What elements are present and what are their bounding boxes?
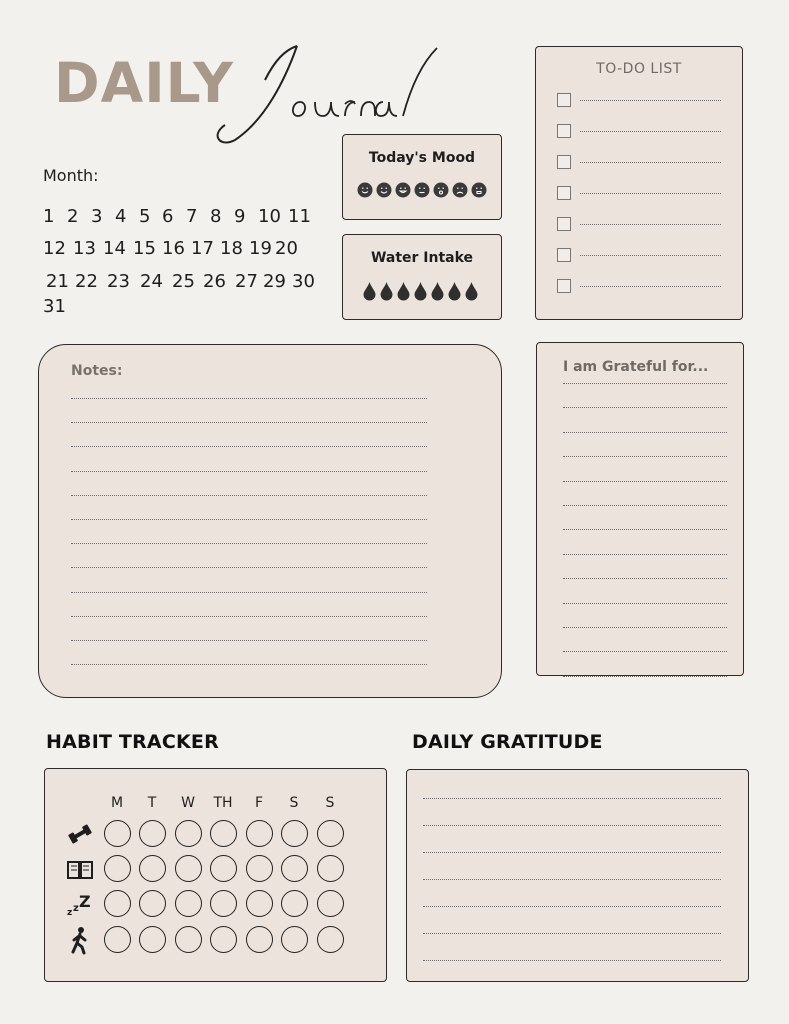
weekday-label: F (254, 795, 264, 811)
todo-line[interactable] (580, 193, 721, 194)
calendar-day: 22 (75, 271, 98, 292)
habit-circle[interactable] (317, 926, 344, 953)
notes-line[interactable] (71, 398, 427, 399)
dumbbell-icon (65, 819, 95, 849)
notes-line[interactable] (71, 446, 427, 447)
todo-title: TO-DO LIST (596, 61, 682, 77)
todo-line[interactable] (580, 131, 721, 132)
mood-title: Today's Mood (368, 150, 476, 166)
calendar-day: 25 (172, 271, 195, 292)
mood-panel (342, 134, 502, 220)
grateful-line[interactable] (563, 627, 727, 628)
calendar-day: 17 (191, 238, 214, 259)
grateful-line[interactable] (563, 505, 727, 506)
month-label: Month: (43, 166, 99, 185)
habit-circle[interactable] (281, 820, 308, 847)
habit-circle[interactable] (246, 890, 273, 917)
walking-icon (65, 925, 95, 955)
grateful-line[interactable] (563, 383, 727, 384)
svg-text:Z: Z (79, 892, 91, 911)
water-drop-icon[interactable] (448, 281, 461, 301)
calendar-day: 16 (162, 238, 185, 259)
grateful-line[interactable] (563, 432, 727, 433)
habit-circle[interactable] (175, 926, 202, 953)
calendar-day: 10 (258, 206, 281, 227)
gratitude-line[interactable] (423, 852, 721, 853)
grateful-line[interactable] (563, 578, 727, 579)
calendar-day: 26 (203, 271, 226, 292)
daily-gratitude-panel (406, 769, 749, 982)
habit-circle[interactable] (210, 855, 237, 882)
gratitude-line[interactable] (423, 879, 721, 880)
todo-checkbox[interactable] (557, 217, 571, 231)
habit-circle[interactable] (246, 855, 273, 882)
habit-circle[interactable] (139, 890, 166, 917)
weekday-label: M (110, 795, 124, 811)
water-drop-icon[interactable] (414, 281, 427, 301)
todo-checkbox[interactable] (557, 279, 571, 293)
todo-checkbox[interactable] (557, 124, 571, 138)
water-title: Water Intake (370, 250, 474, 266)
habit-circle[interactable] (317, 820, 344, 847)
todo-line[interactable] (580, 255, 721, 256)
calendar-day: 24 (140, 271, 163, 292)
calendar-day: 14 (103, 238, 126, 259)
water-drop-icon[interactable] (397, 281, 410, 301)
title-daily: DAILY (54, 51, 234, 115)
calendar-day: 7 (186, 206, 198, 227)
grateful-line[interactable] (563, 651, 727, 652)
calendar-day: 31 (43, 296, 66, 317)
weekday-label: S (325, 795, 335, 811)
habit-circle[interactable] (104, 855, 131, 882)
grateful-line[interactable] (563, 676, 727, 677)
gratitude-line[interactable] (423, 825, 721, 826)
svg-text:z: z (73, 903, 79, 914)
notes-line[interactable] (71, 567, 427, 568)
notes-panel (38, 344, 502, 698)
calendar-day: 19 (249, 238, 272, 259)
happy-face-icon[interactable] (395, 182, 411, 198)
weekday-label: T (147, 795, 157, 811)
surprised-face-icon[interactable] (433, 182, 449, 198)
todo-checkbox[interactable] (557, 186, 571, 200)
water-drop-icon[interactable] (363, 281, 376, 301)
todo-checkbox[interactable] (557, 248, 571, 262)
calendar-day: 29 (263, 271, 286, 292)
habit-circle[interactable] (175, 890, 202, 917)
todo-line[interactable] (580, 286, 721, 287)
habit-circle[interactable] (317, 855, 344, 882)
habit-circle[interactable] (104, 820, 131, 847)
todo-line[interactable] (580, 100, 721, 101)
habit-circle[interactable] (139, 855, 166, 882)
calendar-day: 21 (46, 271, 69, 292)
notes-line[interactable] (71, 640, 427, 641)
calendar-day: 2 (67, 206, 79, 227)
calendar-day: 1 (43, 206, 55, 227)
svg-text:z: z (67, 908, 73, 918)
book-icon (65, 854, 95, 884)
notes-line[interactable] (71, 616, 427, 617)
todo-panel (535, 46, 743, 320)
habit-circle[interactable] (246, 820, 273, 847)
calendar-day: 9 (234, 206, 246, 227)
grateful-line[interactable] (563, 407, 727, 408)
habit-circle[interactable] (139, 820, 166, 847)
habit-tracker-heading: HABIT TRACKER (46, 731, 219, 753)
sleep-icon (65, 889, 95, 919)
gratitude-line[interactable] (423, 960, 721, 961)
notes-title: Notes: (71, 363, 123, 379)
calendar-day: 5 (139, 206, 151, 227)
todo-checkbox[interactable] (557, 155, 571, 169)
water-drop-icon[interactable] (465, 281, 478, 301)
gratitude-line[interactable] (423, 933, 721, 934)
grateful-panel (536, 342, 744, 676)
shocked-face-icon[interactable] (471, 182, 487, 198)
grateful-line[interactable] (563, 554, 727, 555)
todo-line[interactable] (580, 224, 721, 225)
calendar-day: 12 (43, 238, 66, 259)
calendar-day: 3 (91, 206, 103, 227)
habit-circle[interactable] (210, 926, 237, 953)
grateful-line[interactable] (563, 456, 727, 457)
notes-line[interactable] (71, 495, 427, 496)
smile-face-icon[interactable] (357, 182, 373, 198)
calendar-day: 30 (292, 271, 315, 292)
calendar-day: 15 (133, 238, 156, 259)
mood-icons (357, 182, 487, 198)
weekday-label: W (181, 795, 195, 811)
calendar-day: 11 (288, 206, 311, 227)
habit-circle[interactable] (246, 926, 273, 953)
gratitude-line[interactable] (423, 798, 721, 799)
habit-circle[interactable] (281, 855, 308, 882)
weekday-label: S (289, 795, 299, 811)
habit-circle[interactable] (281, 890, 308, 917)
calendar-day: 8 (210, 206, 222, 227)
habit-tracker-panel (44, 768, 387, 982)
calendar-day: 27 (235, 271, 258, 292)
calendar-day: 20 (275, 238, 298, 259)
notes-line[interactable] (71, 664, 427, 665)
notes-line[interactable] (71, 519, 427, 520)
grateful-line[interactable] (563, 481, 727, 482)
habit-circle[interactable] (139, 926, 166, 953)
notes-line[interactable] (71, 543, 427, 544)
habit-circle[interactable] (210, 890, 237, 917)
weekday-label: TH (213, 795, 233, 811)
grateful-line[interactable] (563, 603, 727, 604)
calendar-day: 23 (107, 271, 130, 292)
todo-checkbox[interactable] (557, 93, 571, 107)
notes-line[interactable] (71, 471, 427, 472)
angry-face-icon[interactable] (452, 182, 468, 198)
calendar-day: 13 (73, 238, 96, 259)
habit-circle[interactable] (281, 926, 308, 953)
habit-circle[interactable] (210, 820, 237, 847)
water-panel (342, 234, 502, 320)
notes-line[interactable] (71, 592, 427, 593)
notes-line[interactable] (71, 422, 427, 423)
habit-circle[interactable] (104, 890, 131, 917)
calendar-day: 18 (220, 238, 243, 259)
calendar-day: 4 (115, 206, 127, 227)
water-drops (363, 281, 478, 301)
water-drop-icon[interactable] (380, 281, 393, 301)
grateful-line[interactable] (563, 529, 727, 530)
grin-face-icon[interactable] (376, 182, 392, 198)
habit-circle[interactable] (175, 855, 202, 882)
habit-circle[interactable] (317, 890, 344, 917)
grateful-title: I am Grateful for... (563, 359, 709, 375)
water-drop-icon[interactable] (431, 281, 444, 301)
todo-line[interactable] (580, 162, 721, 163)
habit-circle[interactable] (104, 926, 131, 953)
neutral-face-icon[interactable] (414, 182, 430, 198)
gratitude-line[interactable] (423, 906, 721, 907)
habit-circle[interactable] (175, 820, 202, 847)
calendar-day: 6 (162, 206, 174, 227)
daily-gratitude-heading: DAILY GRATITUDE (412, 731, 603, 753)
